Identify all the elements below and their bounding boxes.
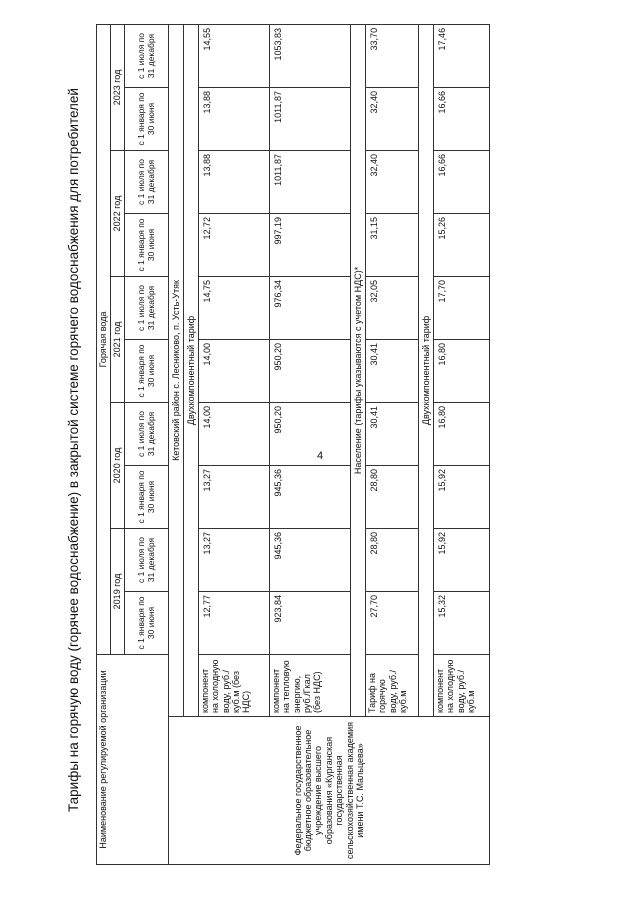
table-cell: 13,88 (199, 87, 270, 150)
period-header: с 1 января по 30 июня (125, 87, 169, 150)
table-cell: 1011,87 (270, 87, 351, 150)
table-cell: 12,72 (199, 213, 270, 276)
row-label: компонент на холодную воду, руб./куб.м (434, 654, 490, 716)
year-header: 2019 год (111, 528, 125, 654)
table-cell: 15,92 (434, 465, 490, 528)
year-header: 2023 год (111, 24, 125, 150)
table-cell: 17,46 (434, 24, 490, 87)
table-cell: 976,34 (270, 276, 351, 339)
document-title: Тарифы на горячую воду (горячее водоснабжение) в закрытой системе горячего водоснабжения для потребителей (66, 88, 81, 812)
table-cell: 16,66 (434, 150, 490, 213)
table-cell: 32,05 (366, 276, 419, 339)
section-population: Население (тарифы указываются с учетом НДС)* (351, 24, 366, 716)
period-header: с 1 января по 30 июня (125, 339, 169, 402)
table-cell: 1011,87 (270, 150, 351, 213)
group-header: Горячая вода (97, 24, 111, 654)
table-cell: 32,40 (366, 150, 419, 213)
section-two-component: Двухкомпонентный тариф (184, 24, 199, 716)
table-cell: 14,75 (199, 276, 270, 339)
table-cell: 28,80 (366, 528, 419, 591)
table-cell: 30,41 (366, 402, 419, 465)
period-header: с 1 июля по 31 декабря (125, 24, 169, 87)
row-label: Тариф на горячую воду, руб./куб.м (366, 654, 419, 716)
section-two-component: Двухкомпонентный тариф (419, 24, 434, 716)
table-cell: 950,20 (270, 339, 351, 402)
period-header: с 1 июля по 31 декабря (125, 402, 169, 465)
year-header: 2021 год (111, 276, 125, 402)
period-header: с 1 июля по 31 декабря (125, 528, 169, 591)
row-label: компонент на холодную воду, руб./куб.м (без НДС) (199, 654, 270, 716)
table-cell: 28,80 (366, 465, 419, 528)
table-cell: 14,00 (199, 339, 270, 402)
table-cell: 14,00 (199, 402, 270, 465)
period-header: с 1 июля по 31 декабря (125, 150, 169, 213)
table-cell: 32,40 (366, 87, 419, 150)
district-row: Кетовский район с. Лесниково, п. Усть-Утяк (169, 24, 184, 716)
table-cell: 14,55 (199, 24, 270, 87)
period-header: с 1 января по 30 июня (125, 465, 169, 528)
table-cell: 17,70 (434, 276, 490, 339)
table-cell: 27,70 (366, 591, 419, 654)
org-header: Наименование регулируемой организации (97, 654, 169, 864)
table-cell: 945,36 (270, 465, 351, 528)
table-cell: 16,66 (434, 87, 490, 150)
table-cell: 13,88 (199, 150, 270, 213)
table-cell: 31,15 (366, 213, 419, 276)
table-cell: 16,80 (434, 339, 490, 402)
table-cell: 923,84 (270, 591, 351, 654)
table-cell: 12,77 (199, 591, 270, 654)
table-cell: 33,70 (366, 24, 419, 87)
table-cell: 945,36 (270, 528, 351, 591)
row-label: компонент на тепловую энергию, руб./Гкал (без НДС) (270, 654, 351, 716)
tariff-table (96, 24, 490, 865)
table-cell: 16,80 (434, 402, 490, 465)
period-header: с 1 июля по 31 декабря (125, 276, 169, 339)
table-cell: 1053,83 (270, 24, 351, 87)
table-cell: 15,32 (434, 591, 490, 654)
page-number: 4 (316, 450, 324, 462)
table-cell: 13,27 (199, 528, 270, 591)
period-header: с 1 января по 30 июня (125, 591, 169, 654)
table-cell: 30,41 (366, 339, 419, 402)
year-header: 2022 год (111, 150, 125, 276)
year-header: 2020 год (111, 402, 125, 528)
table-cell: 13,27 (199, 465, 270, 528)
table-cell: 997,19 (270, 213, 351, 276)
organization-name: Федеральное государственное бюджетное образовательное учреждение высшего образования «Курганская государственная сельскохозяйственная академия имени Т.С. Мальцева» (169, 717, 490, 865)
table-cell: 950,20 (270, 402, 351, 465)
table-cell: 15,26 (434, 213, 490, 276)
period-header: с 1 января по 30 июня (125, 213, 169, 276)
table-cell: 15,92 (434, 528, 490, 591)
